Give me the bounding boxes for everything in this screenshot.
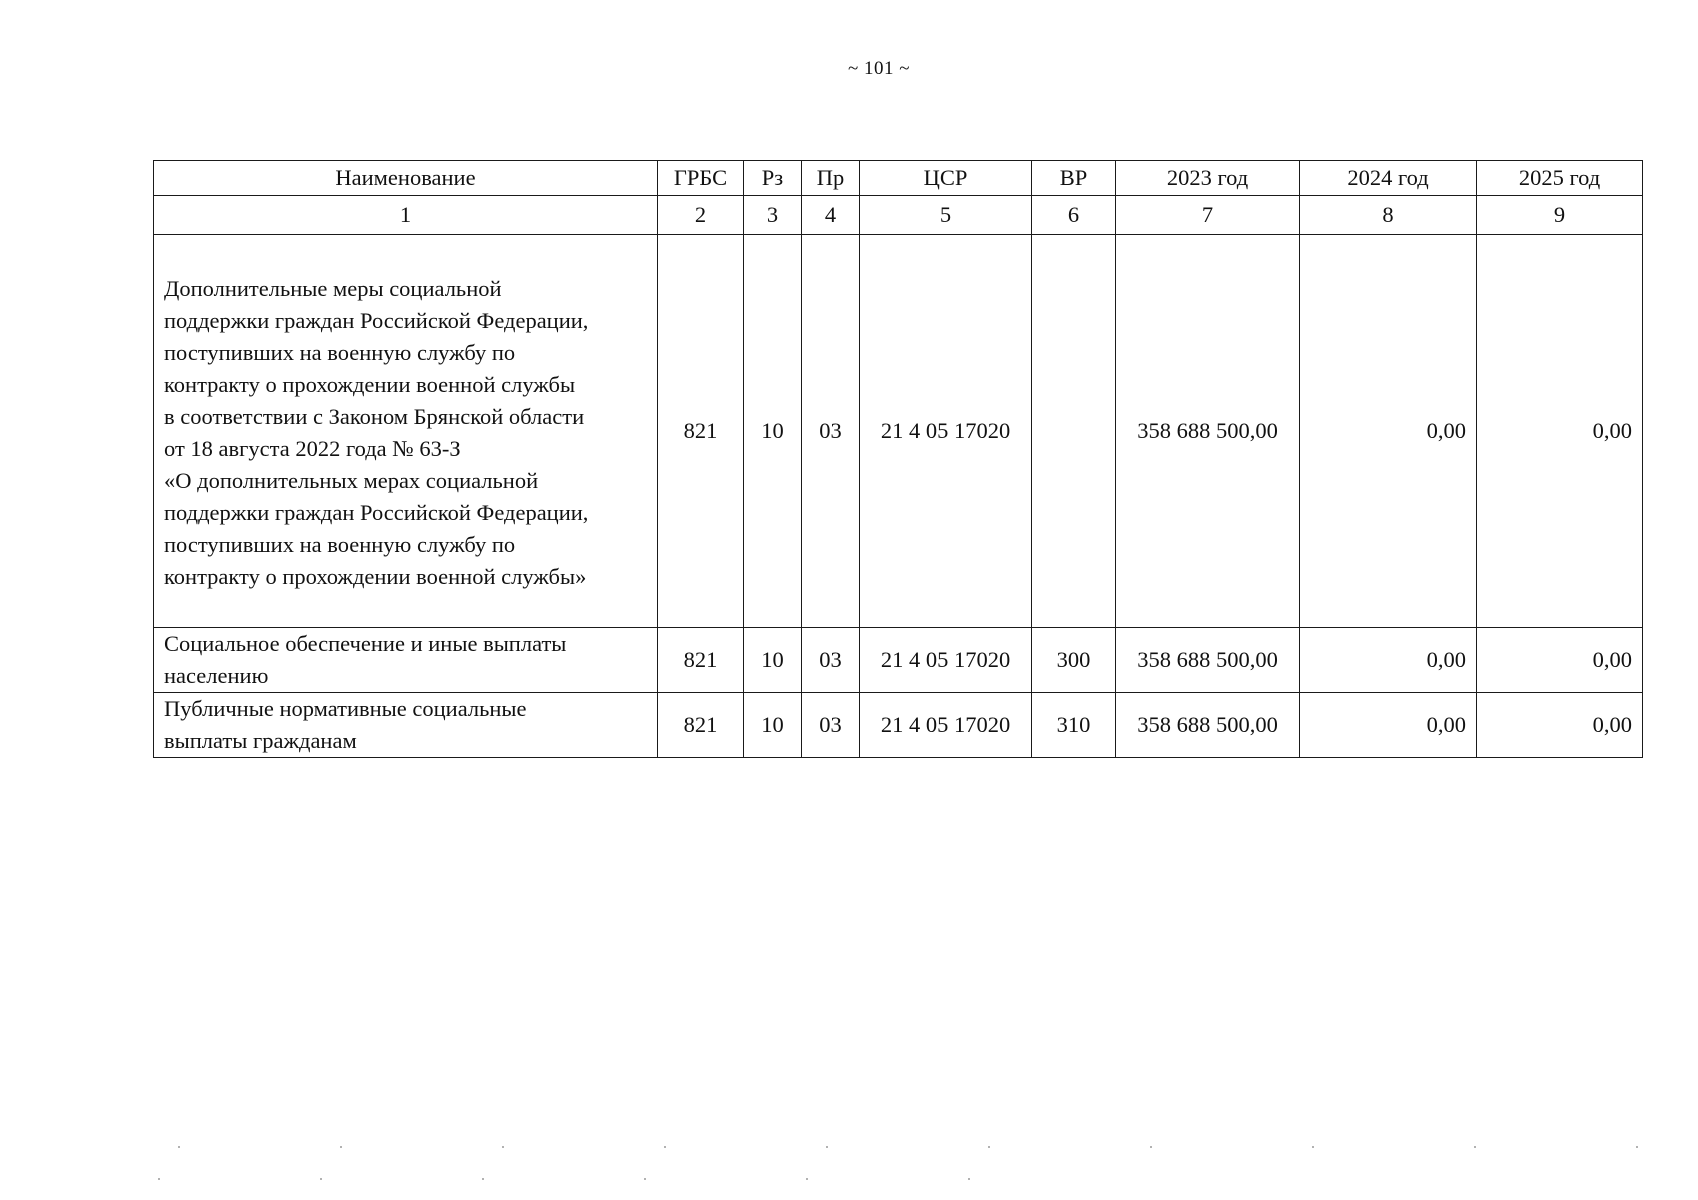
header-2024: 2024 год	[1300, 161, 1477, 196]
row-name-line: поступивших на военную службу по	[164, 532, 516, 557]
scan-speck	[826, 1146, 828, 1148]
scan-speck	[1312, 1146, 1314, 1148]
amount-2025-cell: 0,00	[1477, 628, 1643, 693]
row-name-line: контракту о прохождении военной службы	[164, 372, 576, 397]
amount-2023-cell: 358 688 500,00	[1116, 628, 1300, 693]
row-name-line: Публичные нормативные социальные	[164, 696, 527, 721]
vr-cell	[1032, 235, 1116, 628]
header-name: Наименование	[154, 161, 658, 196]
row-name-cell	[154, 235, 658, 628]
row-name-line: от 18 августа 2022 года № 63-З	[164, 436, 461, 461]
scan-speck	[1150, 1146, 1152, 1148]
scan-speck	[178, 1146, 180, 1148]
scan-speck	[482, 1178, 484, 1180]
header-2025: 2025 год	[1477, 161, 1643, 196]
row-name-line: Дополнительные меры социальной	[164, 276, 502, 301]
scan-speck	[664, 1146, 666, 1148]
header-2023: 2023 год	[1116, 161, 1300, 196]
row-name-line: поддержки граждан Российской Федерации,	[164, 308, 589, 333]
grbs-cell: 821	[658, 235, 744, 628]
amount-2023-cell: 358 688 500,00	[1116, 235, 1300, 628]
column-number: 3	[744, 196, 802, 235]
row-name-line: поступивших на военную службу по	[164, 340, 516, 365]
grbs-cell: 821	[658, 693, 744, 758]
row-name-line: «О дополнительных мерах социальной	[164, 468, 539, 493]
amount-2024-cell: 0,00	[1300, 235, 1477, 628]
column-number: 6	[1032, 196, 1116, 235]
scan-speck	[644, 1178, 646, 1180]
amount-2023-cell: 358 688 500,00	[1116, 693, 1300, 758]
amount-2025-cell: 0,00	[1477, 235, 1643, 628]
column-number-row	[154, 196, 1643, 235]
scan-speck	[158, 1178, 160, 1180]
column-number: 7	[1116, 196, 1300, 235]
rz-cell: 10	[744, 628, 802, 693]
header-row	[154, 161, 1643, 196]
header-rz: Рз	[744, 161, 802, 196]
vr-cell: 300	[1032, 628, 1116, 693]
row-name-line: контракту о прохождении военной службы»	[164, 564, 587, 589]
amount-2024-cell: 0,00	[1300, 628, 1477, 693]
page-number: ~ 101 ~	[847, 58, 911, 79]
csr-cell: 21 4 05 17020	[860, 235, 1032, 628]
column-number: 9	[1477, 196, 1643, 235]
column-number: 8	[1300, 196, 1477, 235]
amount-2024-cell: 0,00	[1300, 693, 1477, 758]
vr-cell: 310	[1032, 693, 1116, 758]
scan-speck	[502, 1146, 504, 1148]
scan-speck	[968, 1178, 970, 1180]
row-name-line: выплаты гражданам	[164, 728, 357, 753]
row-name-line: Социальное обеспечение и иные выплаты	[164, 631, 567, 656]
csr-cell: 21 4 05 17020	[860, 628, 1032, 693]
rz-cell: 10	[744, 235, 802, 628]
header-pr: Пр	[802, 161, 860, 196]
header-vr: ВР	[1032, 161, 1116, 196]
scan-speck	[988, 1146, 990, 1148]
scan-speck	[320, 1178, 322, 1180]
column-number: 2	[658, 196, 744, 235]
grbs-cell: 821	[658, 628, 744, 693]
table-row	[154, 235, 1643, 628]
csr-cell: 21 4 05 17020	[860, 693, 1032, 758]
scan-speck	[806, 1178, 808, 1180]
amount-2025-cell: 0,00	[1477, 693, 1643, 758]
table-row	[154, 628, 1643, 693]
pr-cell: 03	[802, 235, 860, 628]
row-name-cell	[154, 628, 658, 693]
header-grbs: ГРБС	[658, 161, 744, 196]
row-name-line: населению	[164, 663, 269, 688]
row-name-line: поддержки граждан Российской Федерации,	[164, 500, 589, 525]
row-name-line: в соответствии с Законом Брянской области	[164, 404, 585, 429]
column-number: 5	[860, 196, 1032, 235]
column-number: 4	[802, 196, 860, 235]
scan-speck	[1474, 1146, 1476, 1148]
column-number: 1	[154, 196, 658, 235]
row-name-cell	[154, 693, 658, 758]
rz-cell: 10	[744, 693, 802, 758]
scan-speck	[340, 1146, 342, 1148]
pr-cell: 03	[802, 628, 860, 693]
scan-speck	[1636, 1146, 1638, 1148]
table-row	[154, 693, 1643, 758]
pr-cell: 03	[802, 693, 860, 758]
header-csr: ЦСР	[860, 161, 1032, 196]
budget-table	[153, 160, 1643, 758]
